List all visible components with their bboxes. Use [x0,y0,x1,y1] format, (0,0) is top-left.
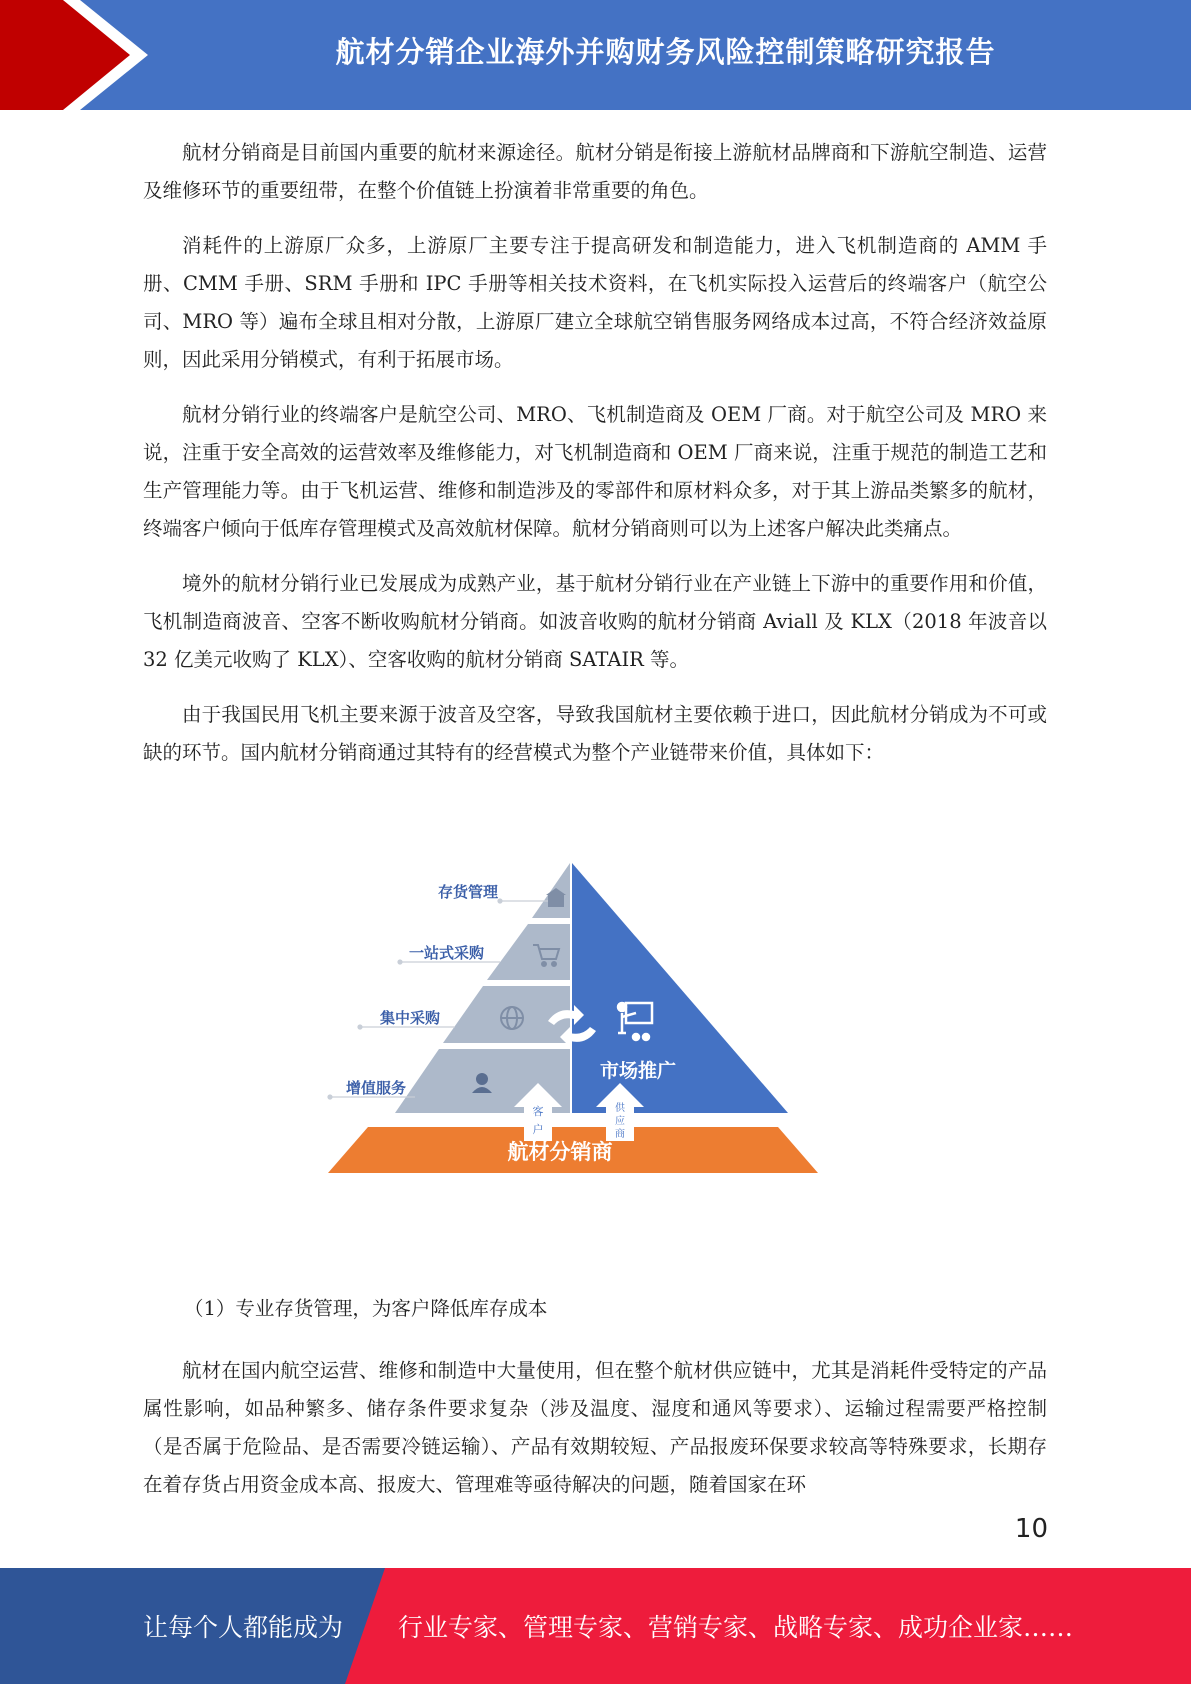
label-one-stop-purchase: 一站式采购 [408,944,484,962]
paragraph-1: 航材分销商是目前国内重要的航材来源途径。航材分销是衔接上游航材品牌商和下游航空制造、运营及维修环节的重要纽带，在整个价值链上扮演着非常重要的角色。 [143,141,1047,202]
label-value-added-service: 增值服务 [345,1079,406,1097]
page-footer [0,1568,1191,1684]
paragraph-5: 由于我国民用飞机主要来源于波音及空客，导致我国航材主要依赖于进口，因此航材分销成为不可或缺的环节。国内航材分销商通过其特有的经营模式为整个产业链带来价值，具体如下： [143,703,1047,764]
section-heading: （1）专业存货管理，为客户降低库存成本 [184,1297,548,1320]
customer-arrow-char-1: 客 [532,1105,544,1118]
page-number: 10 [1014,1514,1048,1544]
label-distributor: 航材分销商 [507,1140,613,1164]
section-paragraph: 航材在国内航空运营、维修和制造中大量使用，但在整个航材供应链中，尤其是消耗件受特定的产品属性影响，如品种繁多、储存条件要求复杂（涉及温度、湿度和通风等要求）、运输过程需要严格控制（是否属于危险品、是否需要冷链运输）、产品有效期较短、产品报废环保要求较高等特殊要求，长期存在着存货占用资金成本高、报废大、管理难等亟待解决的问题，随着国家在环 [143,1359,1047,1496]
supplier-arrow-char-3: 商 [615,1129,625,1140]
supplier-arrow-char-2: 应 [615,1116,625,1127]
paragraph-2: 消耗件的上游原厂众多，上游原厂主要专注于提高研发和制造能力，进入飞机制造商的 AMM 手册、CMM 手册、SRM 手册和 IPC 手册等相关技术资料，在飞机实际投入运营后的终端客户（航空公司、MRO 等）遍布全球且相对分散，上游原厂建立全球航空销售服务网络成本过高，不符合经济效益原则，因此采用分销模式，有利于拓展市场。 [143,234,1047,371]
label-inventory-management: 存货管理 [437,883,498,901]
header-title: 航材分销企业海外并购财务风险控制策略研究报告 [335,34,996,69]
footer-right-text: 行业专家、管理专家、营销专家、战略专家、成功企业家…… [398,1613,1074,1642]
body-content [143,134,1047,789]
page-header [0,0,1191,110]
paragraph-4: 境外的航材分销行业已发展成为成熟产业，基于航材分销行业在产业链上下游中的重要作用和价值，飞机制造商波音、空客不断收购航材分销商。如波音收购的航材分销商 Aviall 及 KLX（2018 年波音以 32 亿美元收购了 KLX）、空客收购的航材分销商 SATAIR 等。 [143,572,1047,671]
paragraph-3: 航材分销行业的终端客户是航空公司、MRO、飞机制造商及 OEM 厂商。对于航空公司及 MRO 来说，注重于安全高效的运营效率及维修能力，对飞机制造商和 OEM 厂商来说，注重于规范的制造工艺和生产管理能力等。由于飞机运营、维修和制造涉及的零部件和原材料众多，对于其上游品类繁多的航材，终端客户倾向于低库存管理模式及高效航材保障。航材分销商则可以为上述客户解决此类痛点。 [143,403,1047,540]
supplier-arrow-char-1: 供 [615,1103,625,1114]
customer-arrow-char-2: 户 [532,1123,544,1136]
pyramid-figure [320,855,840,1185]
footer-left-text: 让每个人都能成为 [143,1613,344,1642]
label-marketing: 市场推广 [599,1060,677,1082]
label-centralized-purchase: 集中采购 [379,1009,440,1027]
pyramid-band-1 [532,863,570,918]
